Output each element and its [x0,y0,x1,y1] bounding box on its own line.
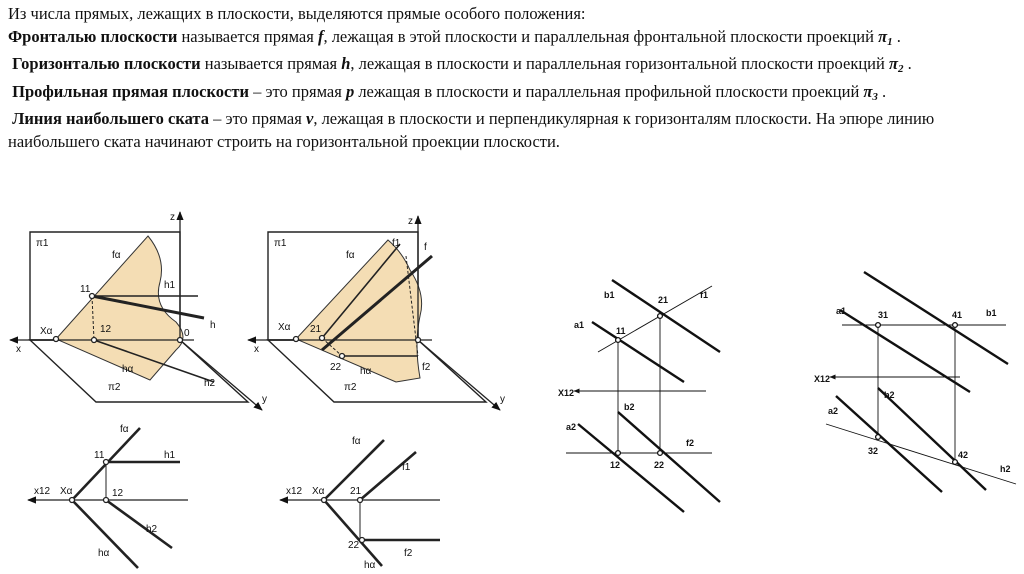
figure-parallel-lines-horizontal [826,272,1016,492]
profile-letter: p [345,81,355,101]
point-x-alpha-epure-2 [322,498,327,503]
figure-horizontal-epure-labels [34,424,176,559]
point-21-epure [358,498,363,503]
label-f-alpha-2: fα [346,250,355,261]
point-x-alpha [54,337,59,342]
f1-epure [360,452,416,500]
steepest-body2: , лежащая в плоскости и перпендикулярная к горизонталям плоскости. На эпюре линию наибольшего ската начинают строить на горизонтальной проекции плоскости. [8,109,935,151]
label-h-alpha-3: hα [98,548,110,559]
label-f-alpha-3: fα [120,424,129,435]
point-22-epure [360,538,365,543]
label-y: y [262,394,267,405]
label-11: 11 [80,284,91,295]
label-h-alpha-4: hα [364,560,376,571]
horizontal-pi-sub: 2 [897,63,904,76]
point-22-5 [658,451,663,456]
label-42-6: 42 [958,450,969,460]
figure-horizontal-epure [28,428,188,568]
frontal-end: . [892,26,901,46]
profile-pi: π [863,81,873,101]
point-x-alpha-2 [294,337,299,342]
point-11-5 [616,338,621,343]
label-21-5: 21 [658,295,669,305]
frontal-letter: f [317,26,324,46]
figure-frontal-epure [280,440,440,566]
label-pi2-2: π2 [344,382,357,393]
point-12-epure [104,498,109,503]
frontal-term: Фронталью плоскости [8,26,178,46]
label-pi1: π1 [36,238,49,249]
line-f1-epure-5 [598,286,712,352]
line-b2-6 [878,388,986,490]
label-21: 21 [310,324,322,335]
profile-body2: лежащая в плоскости и параллельная профильной плоскости проекций [354,81,864,101]
y-axis-2 [418,340,500,410]
label-f-alpha-4: fα [352,436,361,447]
frontal-body2: , лежащая в этой плоскости и параллельная фронтальной плоскости проекций [323,26,879,46]
label-x-alpha-4: Xα [312,486,325,497]
label-32-6: 32 [868,446,879,456]
point-22 [340,354,345,359]
point-12 [92,338,97,343]
label-22-4: 22 [348,540,360,551]
label-b2-6: b2 [884,390,895,400]
label-x12-4: x12 [286,486,303,497]
point-42-6 [953,460,958,465]
label-41-6: 41 [952,310,963,320]
label-31-6: 31 [878,310,889,320]
steepest-term: Линия наибольшего ската [12,109,209,129]
steepest-body1: – это прямая [208,109,306,129]
label-h2: h2 [204,378,216,389]
label-h2-6: h2 [1000,464,1011,474]
profile-body1: – это прямая [248,81,346,101]
horizontal-letter: h [341,54,351,74]
label-a1-5: a1 [574,320,585,330]
steepest-letter: v [305,109,314,129]
label-y-2: y [500,394,505,405]
label-f1-3d: f1 [392,238,401,249]
point-31-6 [876,323,881,328]
label-b1-5: b1 [604,290,615,300]
label-x12-5: X12 [558,388,575,398]
line-a2 [578,424,684,512]
label-f-3d: f [424,242,427,253]
label-zero: 0 [184,328,190,339]
label-a1-6: a1 [836,306,847,316]
label-a2-6: a2 [828,406,839,416]
label-a2-5: a2 [566,422,577,432]
label-h-alpha-2: hα [360,366,372,377]
label-x-alpha: Xα [40,326,53,337]
line-a1 [592,322,684,382]
line-b2 [618,412,720,502]
h2-epure [106,500,172,548]
frontal-body1: называется прямая [177,26,318,46]
label-12-3: 12 [112,488,124,499]
label-x-alpha-2: Xα [278,322,291,333]
figure-parallel-lines-horizontal-labels [814,306,1011,474]
point-12-5 [616,451,621,456]
label-f1-4: f1 [402,462,411,473]
horizontal-term: Горизонталью плоскости [12,54,201,74]
label-h2-3: h2 [146,524,158,535]
label-b2-5: b2 [624,402,635,412]
figure-frontal-epure-labels [286,436,413,571]
line-h2-6 [826,424,1016,484]
point-f2 [416,338,421,343]
figure-parallel-lines-frontal-labels [558,290,708,470]
point-32-6 [876,435,881,440]
label-pi2: π2 [108,382,121,393]
label-x-2: x [254,344,259,355]
frontal-pi-sub: 1 [887,35,893,48]
label-z: z [170,212,175,223]
label-22: 22 [330,362,342,373]
profile-end: . [877,81,887,101]
label-f-alpha: fα [112,250,121,261]
point-21 [320,336,325,341]
horizontal-body1: называется прямая [200,54,342,74]
plane-alpha-2 [296,240,422,382]
point-zero [178,338,183,343]
label-pi1-2: π1 [274,238,287,249]
frontal-pi: π [878,26,888,46]
label-f2-3d: f2 [422,362,431,373]
line-a1-6 [840,310,970,392]
label-x: x [16,344,21,355]
label-22-5: 22 [654,460,665,470]
label-f2-4: f2 [404,548,413,559]
label-x12-3: x12 [34,486,51,497]
label-f2-5: f2 [686,438,695,448]
h-alpha-trace-2 [324,500,382,566]
point-41-6 [953,323,958,328]
label-h1-3: h1 [164,450,176,461]
profile-pi-sub: 3 [872,90,878,103]
label-11-5: 11 [616,326,626,336]
label-h: h [210,320,216,331]
label-h-alpha: hα [122,364,134,375]
profile-term: Профильная прямая плоскости [12,81,249,101]
label-h1: h1 [164,280,176,291]
label-12-5: 12 [610,460,621,470]
label-21-4: 21 [350,486,362,497]
label-z-2: z [408,216,413,227]
point-21-5 [658,314,663,319]
intro-line: Из числа прямых, лежащих в плоскости, выделяются прямые особого положения: [8,4,586,23]
horizontal-pi: π [888,54,898,74]
label-x-alpha-3: Xα [60,486,73,497]
horizontal-body2: , лежащая в плоскости и параллельная горизонтальной плоскости проекций [350,54,889,74]
label-x12-6: X12 [814,374,831,384]
label-f1-5: f1 [700,290,709,300]
label-11-3: 11 [94,450,105,461]
point-x-alpha-epure [70,498,75,503]
label-12: 12 [100,324,112,335]
horizontal-end: . [903,54,912,74]
label-b1-6: b1 [986,308,997,318]
figure-parallel-lines-frontal [566,280,720,512]
